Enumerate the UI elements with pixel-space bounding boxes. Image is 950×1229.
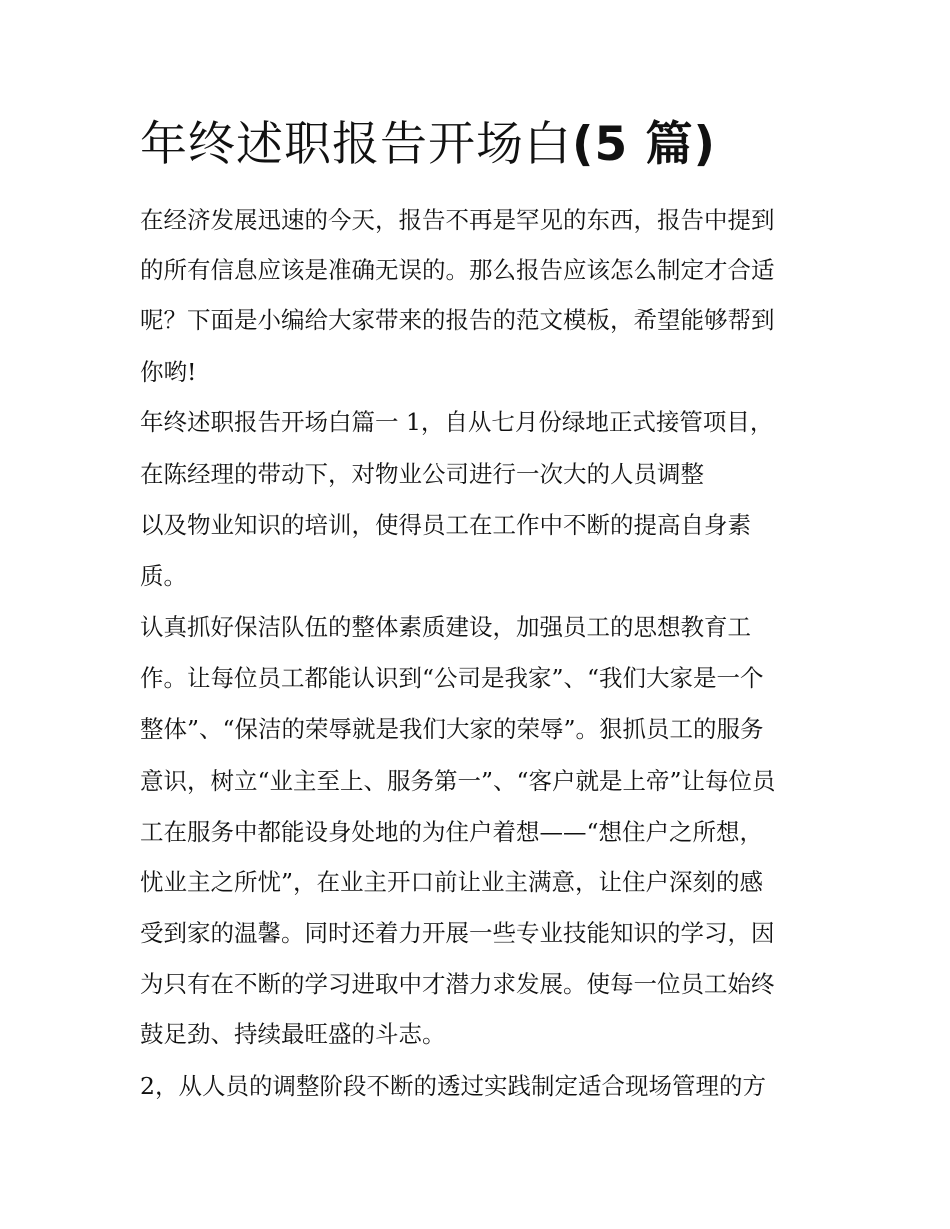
document-title bbox=[140, 112, 716, 178]
body-line: 为只有在不断的学习进取中才潜力求发展。使每一位员工始终 bbox=[140, 970, 775, 998]
body-line: 工在服务中都能设身处地的为住户着想——“想住户之所想， bbox=[140, 818, 764, 846]
body-line: 鼓足劲、持续最旺盛的斗志。 bbox=[140, 1020, 446, 1048]
body-line: 受到家的温馨。同时还着力开展一些专业技能知识的学习，因 bbox=[140, 919, 775, 947]
body-line: 质。 bbox=[140, 562, 187, 590]
body-line: 2，从人员的调整阶段不断的透过实践制定适合现场管理的方 bbox=[140, 1072, 766, 1100]
body-line: 作。让每位员工都能认识到“公司是我家”、“我们大家是一个 bbox=[140, 664, 764, 692]
body-line: 年终述职报告开场白篇一 1，自从七月份绿地正式接管项目， bbox=[140, 408, 774, 436]
body-line: 忧业主之所忧”，在业主开口前让业主满意，让住户深刻的感 bbox=[140, 868, 764, 896]
body-line: 在陈经理的带动下，对物业公司进行一次大的人员调整 bbox=[140, 460, 704, 488]
body-line: 呢？下面是小编给大家带来的报告的范文模板，希望能够帮到 bbox=[140, 306, 775, 334]
body-line: 整体”、“保洁的荣辱就是我们大家的荣辱”。狠抓员工的服务 bbox=[140, 715, 764, 743]
body-line: 的所有信息应该是准确无误的。那么报告应该怎么制定才合适 bbox=[140, 256, 775, 284]
body-line: 认真抓好保洁队伍的整体素质建设，加强员工的思想教育工 bbox=[140, 613, 751, 641]
body-line: 以及物业知识的培训，使得员工在工作中不断的提高自身素 bbox=[140, 511, 751, 539]
title-count: (5 篇) bbox=[572, 117, 717, 172]
body-line: 意识，树立“业主至上、服务第一”、“客户就是上帝”让每位员 bbox=[140, 767, 776, 795]
body-line: 你哟! bbox=[140, 358, 197, 386]
body-line: 在经济发展迅速的今天，报告不再是罕见的东西，报告中提到 bbox=[140, 206, 775, 234]
title-text: 年终述职报告开场白 bbox=[140, 117, 572, 172]
